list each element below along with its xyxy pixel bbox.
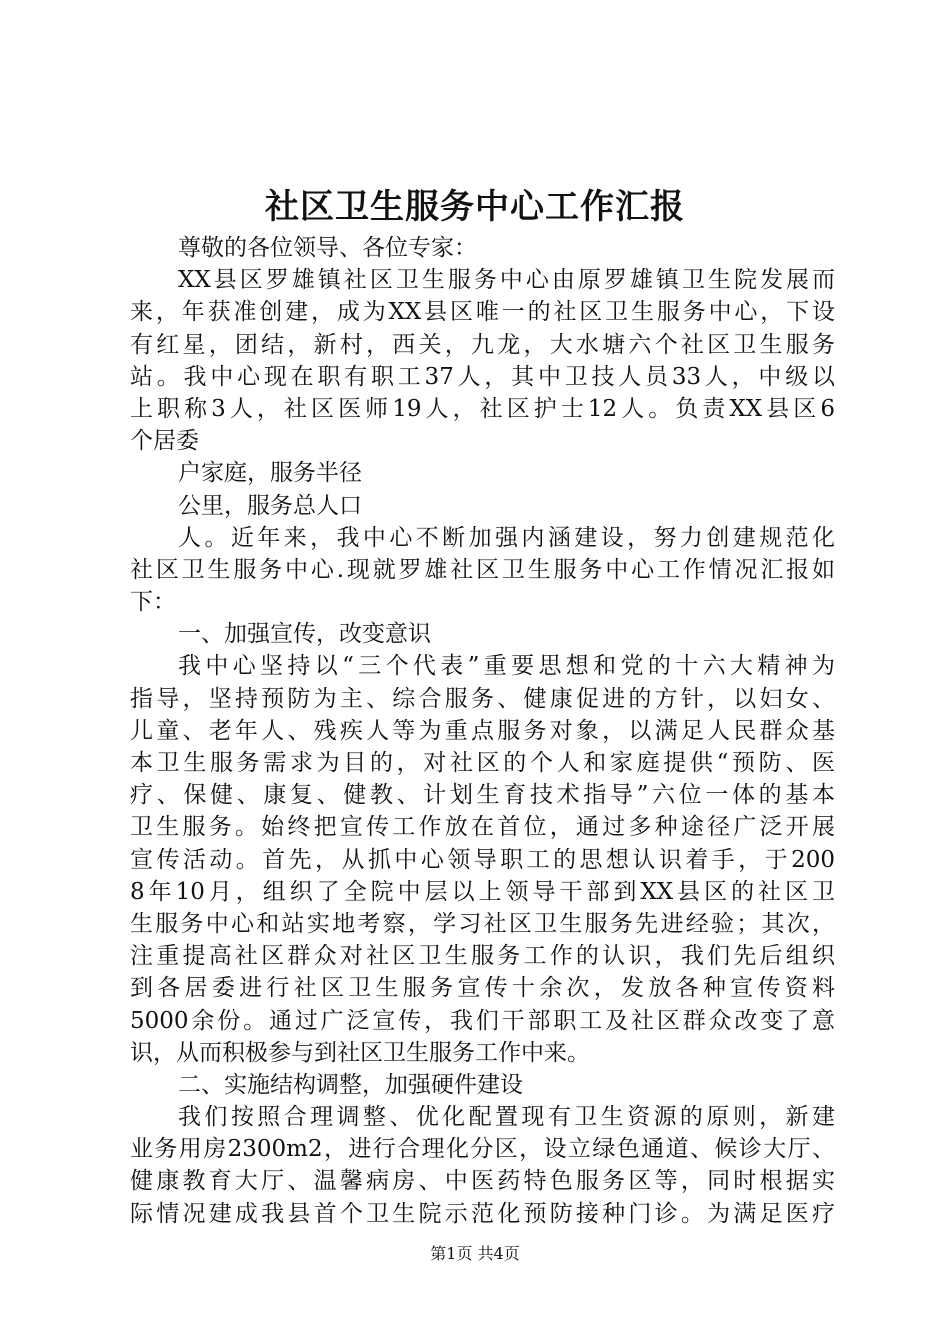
text-line: 站。我中心现在职有职工37人，其中卫技人员33人，中级以 [130,363,835,390]
text-line: 8年10月，组织了全院中层以上领导干部到XX县区的社区卫 [130,878,835,905]
text-line: 社区卫生服务中心.现就罗雄社区卫生服务中心工作情况汇报如 [130,556,835,583]
text-line: 生服务中心和站实地考察，学习社区卫生服务先进经验；其次， [130,910,835,937]
document-title: 社区卫生服务中心工作汇报 [265,187,685,227]
text-line: 健康教育大厅、温馨病房、中医药特色服务区等，同时根据实 [130,1168,835,1195]
text-line: 疗、保健、康复、健教、计划生育技术指导”六位一体的基本 [130,782,835,809]
text-line: 宣传活动。首先，从抓中心领导职工的思想认识着手，于200 [130,846,835,873]
text-line: 卫生服务。始终把宣传工作放在首位，通过多种途径广泛开展 [130,814,835,841]
text-line: 人。近年来，我中心不断加强内涵建设，努力创建规范化 [178,524,835,551]
text-line: 到各居委进行社区卫生服务宣传十余次，发放各种宣传资料 [130,975,835,1002]
text-line: 识，从而积极参与到社区卫生服务工作中来。 [130,1039,590,1066]
text-line: 公里，服务总人口 [178,492,362,519]
text-line: 尊敬的各位领导、各位专家： [178,235,477,261]
page-footer: 第1页 共4页 [430,1244,520,1263]
text-line: 际情况建成我县首个卫生院示范化预防接种门诊。为满足医疗 [130,1200,835,1227]
text-line: 有红星，团结，新村，西关，九龙，大水塘六个社区卫生服务 [130,331,835,358]
text-line: 上职称3人，社区医师19人，社区护士12人。负责XX县区6 [130,395,835,422]
section-heading: 二、实施结构调整，加强硬件建设 [178,1071,523,1098]
text-line: 我中心坚持以“三个代表”重要思想和党的十六大精神为 [178,653,835,680]
text-line: 儿童、老年人、残疾人等为重点服务对象，以满足人民群众基 [130,717,835,744]
text-line: 5000余份。通过广泛宣传，我们干部职工及社区群众改变了意 [130,1007,835,1034]
text-line: 注重提高社区群众对社区卫生服务工作的认识，我们先后组织 [130,943,835,970]
text-line: XX县区罗雄镇社区卫生服务中心由原罗雄镇卫生院发展而 [178,267,835,294]
text-line: 户家庭，服务半径 [178,460,362,487]
text-line: 指导，坚持预防为主、综合服务、健康促进的方针，以妇女、 [130,685,835,712]
document-body [130,232,835,1230]
text-line: 下： [130,589,176,616]
section-heading: 一、加强宣传，改变意识 [178,621,431,648]
text-line: 个居委 [130,428,199,455]
text-line: 来，年获准创建，成为XX县区唯一的社区卫生服务中心，下设 [130,299,835,326]
text-line: 业务用房2300m2，进行合理化分区，设立绿色通道、候诊大厅、 [130,1136,835,1163]
text-line: 本卫生服务需求为目的，对社区的个人和家庭提供“预防、医 [130,750,835,776]
text-line: 我们按照合理调整、优化配置现有卫生资源的原则，新建 [178,1104,835,1131]
